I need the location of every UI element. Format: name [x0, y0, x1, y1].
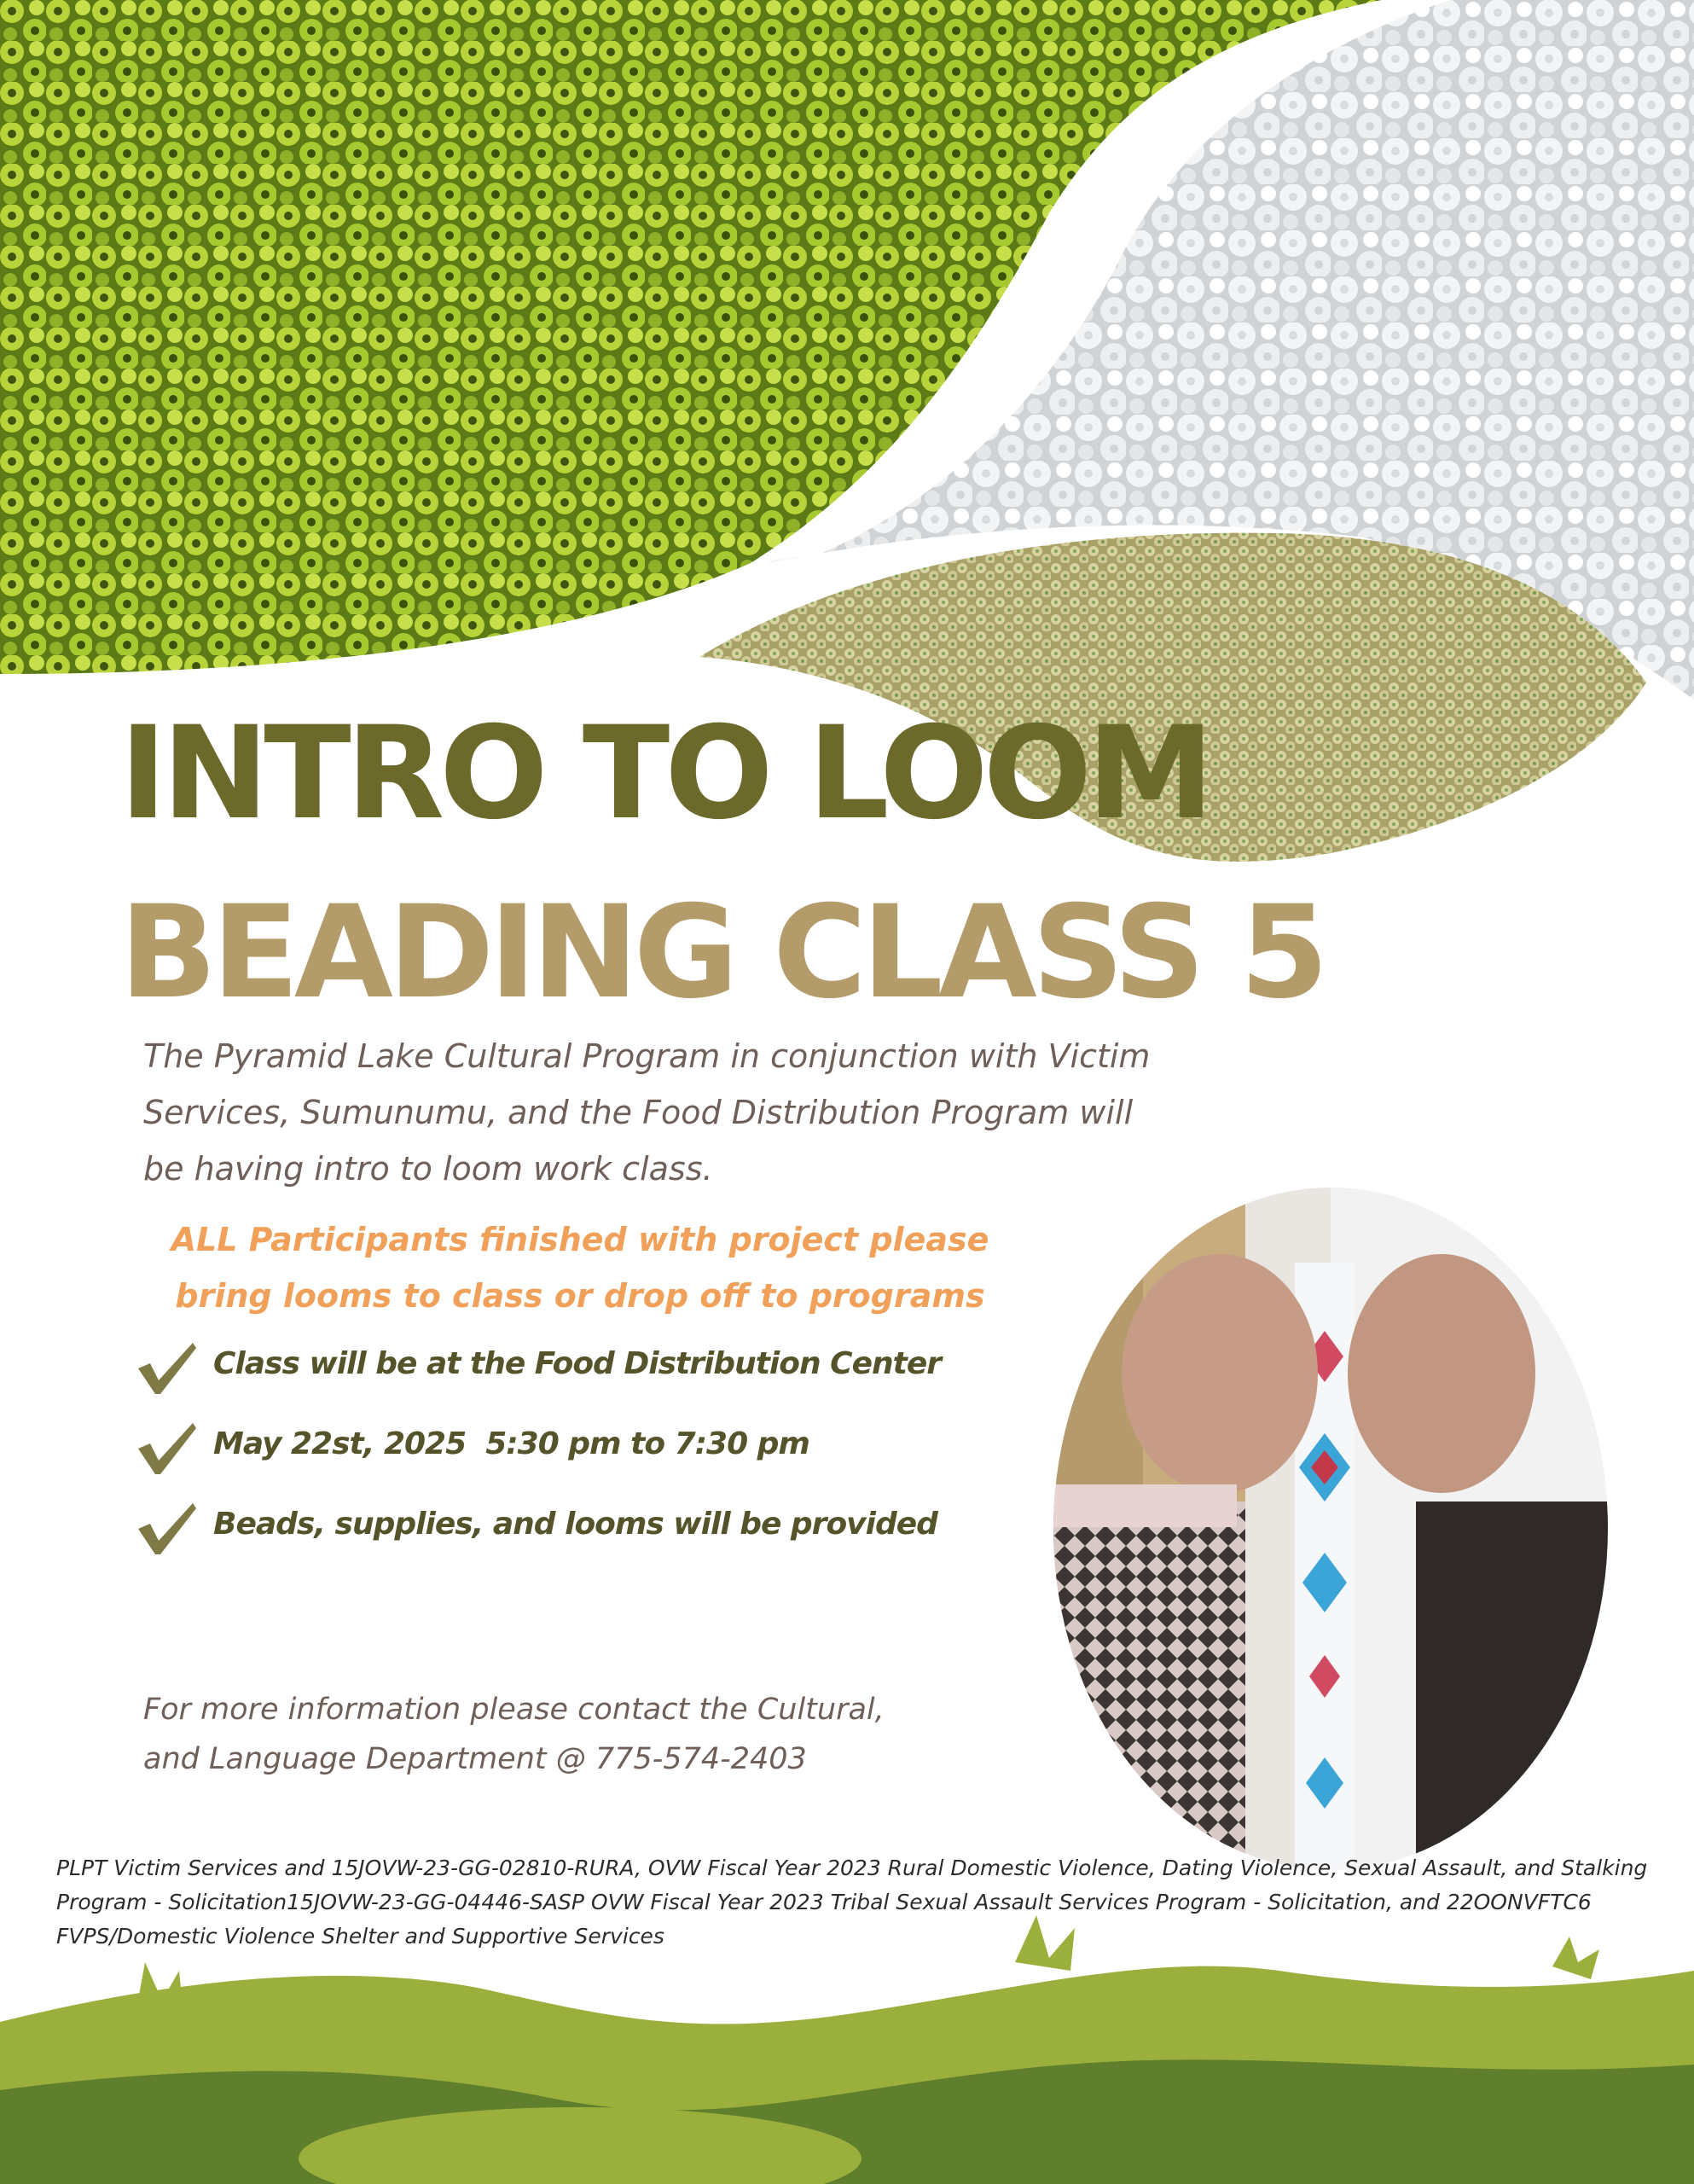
title-line-1: INTRO TO LOOM	[119, 700, 1210, 848]
bullet-location	[136, 1338, 989, 1397]
bullet-supplies	[136, 1498, 989, 1558]
contact-info	[143, 1685, 996, 1784]
bullet-date	[136, 1418, 989, 1478]
checkmark-icon	[136, 1498, 198, 1558]
checkmark-icon	[136, 1338, 198, 1397]
checkmark-icon	[136, 1418, 198, 1478]
contact-line-2: and Language Department @ 775-574-2403	[143, 1742, 807, 1776]
bullet-text: Class will be at the Food Distribution Center	[213, 1346, 941, 1381]
title-line-2: BEADING CLASS 5	[119, 879, 1324, 1027]
beading-photo	[1049, 1186, 1612, 1877]
intro-paragraph: The Pyramid Lake Cultural Program in conjunction with Victim Services, Sumunumu, and the Food Distribution Program will be having intro to loom work class.	[143, 1037, 1151, 1188]
bullet-text: Beads, supplies, and looms will be provided	[213, 1507, 937, 1542]
contact-line-1: For more information please contact the Cultural,	[143, 1693, 885, 1727]
bullet-text: May 22st, 2025 5:30 pm to 7:30 pm	[213, 1426, 809, 1461]
participants-notice: ALL Participants finished with project please bring looms to class or drop off to programs	[171, 1221, 989, 1315]
funding-footnote: PLPT Victim Services and 15JOVW-23-GG-02810-RURA, OVW Fiscal Year 2023 Rural Domestic Violence, Dating Violence, Sexual Assault, and Stalking Program - Solicitation15JOVW-23-GG-04446-SASP OVW Fiscal Year 2023 Tribal Sexual Assault Services Program - Solicitation, and 22OONVFTC6 FVPS/Domestic Violence Shelter and Supportive Services	[56, 1856, 1648, 1949]
